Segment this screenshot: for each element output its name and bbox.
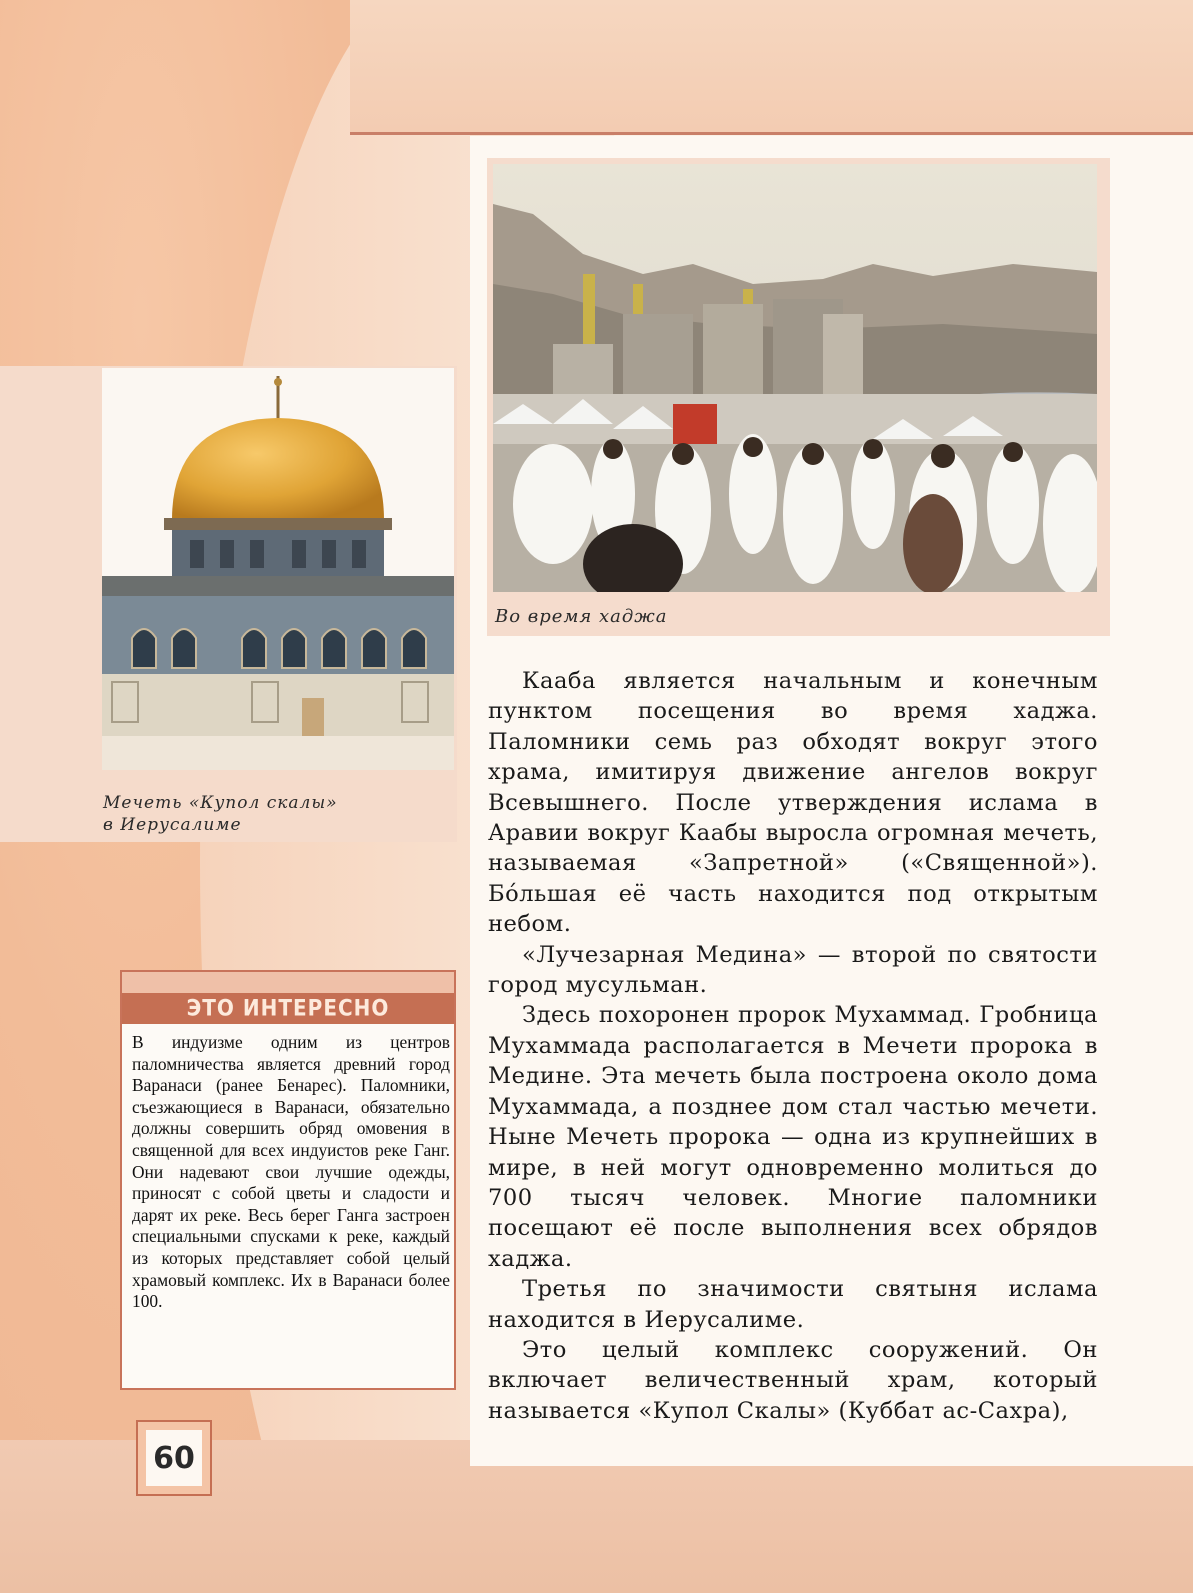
- top-background-band: [350, 0, 1193, 132]
- dome-caption: [103, 792, 443, 836]
- paragraph: Третья по значимости святыня ислама находится в Иерусалиме.: [488, 1276, 1098, 1333]
- page-number-box: [136, 1420, 212, 1496]
- info-box-header: [122, 972, 454, 1024]
- page-number: 60: [146, 1430, 202, 1486]
- dome-figure: [0, 366, 457, 842]
- paragraph: «Лучезарная Медина» — второй по святости город мусульман.: [488, 941, 1098, 999]
- hajj-figure: [487, 158, 1110, 636]
- paragraph: Это целый комплекс сооружений. Он включает величественный храм, который называется «Купол Скалы» (Куббат ас-Сахра),: [488, 1336, 1098, 1424]
- paragraph: Кааба является начальным и конечным пунктом посещения во время хаджа. Паломники семь раз обходят вокруг этого храма, имитируя движение ангелов вокруг Всевышнего. После утверждения ислама в Аравии вокруг Каабы выросла огромная мечеть, называемая «Запретной» («Священной»). Бо́льшая её часть находится под открытым небом.: [488, 668, 1098, 938]
- interesting-fact-box: [120, 970, 456, 1390]
- dome-caption-line2: в Иерусалиме: [103, 815, 242, 835]
- hajj-photo: [493, 164, 1097, 592]
- hajj-caption: Во время хаджа: [495, 606, 668, 627]
- top-divider-line: [350, 132, 1193, 135]
- main-text: [488, 666, 1098, 1426]
- dome-photo: [102, 368, 454, 770]
- paragraph: Здесь похоронен пророк Мухаммад. Гробница Мухаммада располагается в Мечети пророка в Медине. Эта мечеть была построена около дома Мухаммада, а позднее дом стал частью мечети. Ныне Мечеть пророка — одна из крупнейших в мире, в ней могут одновременно молиться до 700 тысяч человек. Многие паломники посещают её после выполнения всех обрядов хаджа.: [488, 1002, 1098, 1272]
- dome-caption-line1: Мечеть «Купол скалы»: [103, 793, 338, 813]
- info-box-text: В индуизме одним из центров паломничества является древний город Варанаси (ранее Бенарес). Паломники, съезжающиеся в Варанаси, обязательно должны совершить обряд омовения в священной для всех индуистов реке Ганг. Они надевают свои лучшие одежды, приносят с собой цветы и сладости и дарят их реке. Весь берег Ганга застроен специальными спусками к реке, каждый из которых представляет собой целый храмовый комплекс. Их в Варанаси более 100.: [132, 1032, 450, 1312]
- info-box-title: ЭТО ИНТЕРЕСНО: [186, 994, 390, 1022]
